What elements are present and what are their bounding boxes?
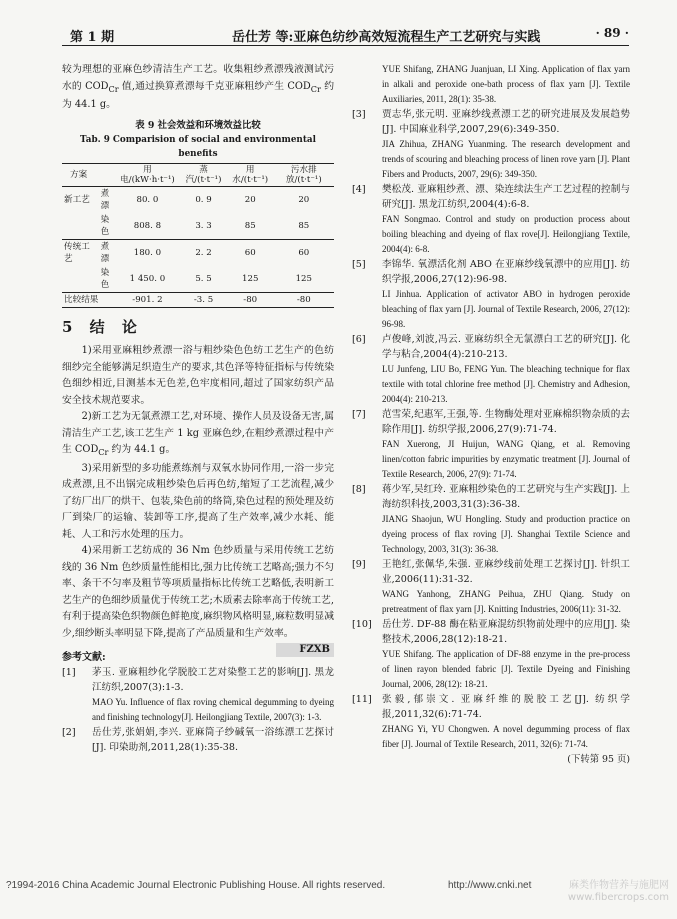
conclusion-1: 1)采用亚麻粗纱煮漂一浴与粗纱染色色纺工艺生产的色纺细纱完全能够满足织造生产的要求,其色泽等特征指标与传统染色细纱相近,目测基本无色差,色牢度相同,超过了国家纺织产品安全技术规范要求。	[62, 345, 334, 406]
reference-item: [2] 岳仕芳,张娟娟,李兴. 亚麻筒子纱碱氧一浴练漂工艺探讨[J]. 印染助剂,2011,28(1):35-38.	[62, 727, 334, 754]
left-column	[62, 62, 334, 755]
table-header: 蒸汽/(t·t⁻¹)	[180, 164, 227, 187]
reference-item: [9] 王艳红,张佩华,朱强. 亚麻纱线前处理工艺探讨[J]. 针织工业,2006(11):31-32. WANG Yanhong, ZHANG Peihua, ZHU Qiang. Study on pretreatment of flax yarn [J]. Knitting Industries, 2006(11): 31-32.	[352, 559, 630, 614]
benefits-table	[62, 163, 334, 308]
table-row: 新工艺 煮漂 80. 0 0. 9 20 20	[64, 189, 310, 212]
journal-badge: FZXB	[276, 643, 334, 657]
conclusion-2: 2)新工艺为无氯煮漂工艺,对环境、操作人员及设备无害,属清洁生产工艺,该工艺生产 1 kg 亚麻色纱,在粗纱煮漂过程中产生 $COD_{Cr}$ 约为 44.1 g。	[62, 411, 334, 458]
table-header: 污水排放/(t·t⁻¹)	[274, 164, 334, 187]
reference-item: [4] 樊松茂. 亚麻粗纱煮、漂、染连续法生产工艺过程的控制与研究[J]. 黑龙江纺织,2004(4):6-8. FAN Songmao. Control and study on production process about boiling bleaching and dyeing of flax rove[J]. Heilongjiang Textile, 2004(4): 6-8.	[352, 184, 630, 254]
footer-link[interactable]: http://www.cnki.net	[448, 880, 532, 891]
reference-item: [1] 茅玉. 亚麻粗纱化学脱胶工艺对染整工艺的影响[J]. 黑龙江纺织,2007(3):1-3. MAO Yu. Influence of flax roving chemical degumming to dyeing and finishing technology[J]. Heilongjiang Textile, 2007(3): 1-3.	[62, 667, 334, 723]
conclusion-3: 3)采用新型的多功能煮练剂与双氧水协同作用,一浴一步完成煮漂,且不出锅完成粗纱染色后再色纺,缩短了工艺流程,减少了纺厂出厂的烘干、包装,染色前的络筒,染色过程的预处理及纺厂到染厂的运输、装卸等工序,提高了生产效率,减少水耗、能耗、人工和污水处理的压力。	[62, 462, 334, 540]
table-header: 方案	[62, 164, 95, 187]
running-title: 岳仕芳 等:亚麻色纺纱高效短流程生产工艺研究与实践	[232, 30, 541, 45]
table-row: 染色 1 450. 0 5. 5 125 125	[100, 268, 312, 291]
reference-item: [3] 贾志华,张元明. 亚麻纱线煮漂工艺的研究进展及发展趋势[J]. 中国麻业科学,2007,29(6):349-350. JIA Zhihua, ZHANG Yuanming. The research development and trends of scouring and bleaching process of linen rove yarn [J]. Plant Fibers and Products, 2007, 29(6): 349-350.	[352, 109, 630, 179]
table-caption-en: Tab. 9 Comparision of social and environmental benefits	[80, 135, 316, 160]
page-header	[0, 0, 677, 44]
table-row: 传统工艺 煮漂 180. 0 2. 2 60 60	[62, 240, 334, 267]
reference-item: [5] 李锦华. 氧漂活化剂 ABO 在亚麻纱线氧漂中的应用[J]. 纺织学报,2006,27(12):96-98. LI Jinhua. Application of activator ABO in hydrogen peroxide bleaching of flax yarn [J]. Journal of Textile Research, 2006, 27(12): 96-98.	[352, 259, 630, 329]
table-caption: 表 9 社会效益和环境效益比较	[135, 120, 261, 132]
reference-item: [11] 张毅,郁崇文. 亚麻纤维的脱胶工艺[J]. 纺织学报,2011,32(6):71-74. ZHANG Yi, YU Chongwen. A novel degumming process of flax fiber [J]. Journal of Textile Research, 2011, 32(6): 71-74.	[352, 694, 630, 749]
table-result-row: 比较结果 -901. 2 -3. 5 -80 -80	[62, 293, 334, 308]
continued-note: (下转第 95 页)	[567, 754, 630, 765]
reference-item: [6] 卢俊峰,刘波,冯云. 亚麻纺织全无氯漂白工艺的研究[J]. 化学与粘合,2004(4):210-213. LU Junfeng, LIU Bo, FENG Yun. The bleaching technique for flax textile with total chlorine free method [J]. Chemistry and Adhesion, 2004(4): 210-213.	[352, 334, 630, 404]
watermark: 麻类作物营养与施肥网 www.fibercrops.com	[567, 880, 669, 903]
page-number: · 89 ·	[595, 26, 629, 40]
reference-item: [10] 岳仕芳. DF-88 酶在粘亚麻混纺织物前处理中的应用[J]. 染整技术,2006,28(12):18-21. YUE Shifang. The application of DF-88 enzyme in the pre-process of linen rayon blended fabric [J]. Textile Dyeing and Finishing Journal, 2006, 28(12): 18-21.	[352, 619, 630, 689]
reference-item: [8] 蒋少军,吴红玲. 亚麻粗纱染色的工艺研究与生产实践[J]. 上海纺织科技,2003,31(3):36-38. JIANG Shaojun, WU Hongling. Study and production practice on dyeing process of flax roving [J]. Shanghai Textile Science and Technology, 2003, 31(3): 36-38.	[352, 484, 630, 554]
issue-label: 第 1 期	[70, 30, 115, 45]
table-row: 染色 808. 8 3. 3 85 85	[100, 215, 310, 238]
table-header: 用电/(kW·h·t⁻¹)	[115, 164, 181, 187]
references-title: 参考文献:	[62, 652, 106, 664]
table-header	[95, 164, 114, 187]
conclusion-4: 4)采用新工艺纺成的 36 Nm 色纱质量与采用传统工艺纺线的 36 Nm 色纱质量性能相比,强力比传统工艺略高;强力不匀率、条干不匀率及粗节等项质量指标比传统工艺略低,表明新工艺生产的色细纱质量优于传统工艺;木质素去除率高于传统工艺,有利于提高染色织物颜色鲜艳度,麻织物风格明显,麻粒数明显减少,细纱断头率明显下降,提高了产品质量和生产效率。 FZXB	[62, 545, 334, 656]
copyright-text: ?1994-2016 China Academic Journal Electronic Publishing House. All rights reserved.	[6, 880, 386, 891]
right-column	[352, 62, 630, 767]
section-heading: 5 结 论	[62, 318, 143, 337]
header-rule	[62, 45, 629, 46]
intro-paragraph: 较为理想的亚麻色纱清洁生产工艺。收集粗纱煮漂残液测试污水的 $COD_{Cr}$ 值,通过换算煮漂每千克亚麻粗纱产生 $COD_{Cr}$ 约为 44.1 g。	[62, 64, 334, 110]
reference-continuation: YUE Shifang, ZHANG Juanjuan, LI Xing. Application of flax yarn in alkali and peroxide one-bath process of flax yarn [J]. Textile Auxiliaries, 2011, 28(1): 35-38.	[382, 64, 630, 104]
reference-item: [7] 范雪荣,纪惠军,王强,等. 生物酶处理对亚麻棉织物杂质的去除作用[J]. 纺织学报,2006,27(9):71-74. FAN Xuerong, JI Huijun, WANG Qiang, et al. Removing linen/cotton fabric impurities by enzymatic treatment [J]. Journal of Textile Research, 2006, 27(9): 71-74.	[352, 409, 630, 479]
table-header: 用水/(t·t⁻¹)	[227, 164, 274, 187]
